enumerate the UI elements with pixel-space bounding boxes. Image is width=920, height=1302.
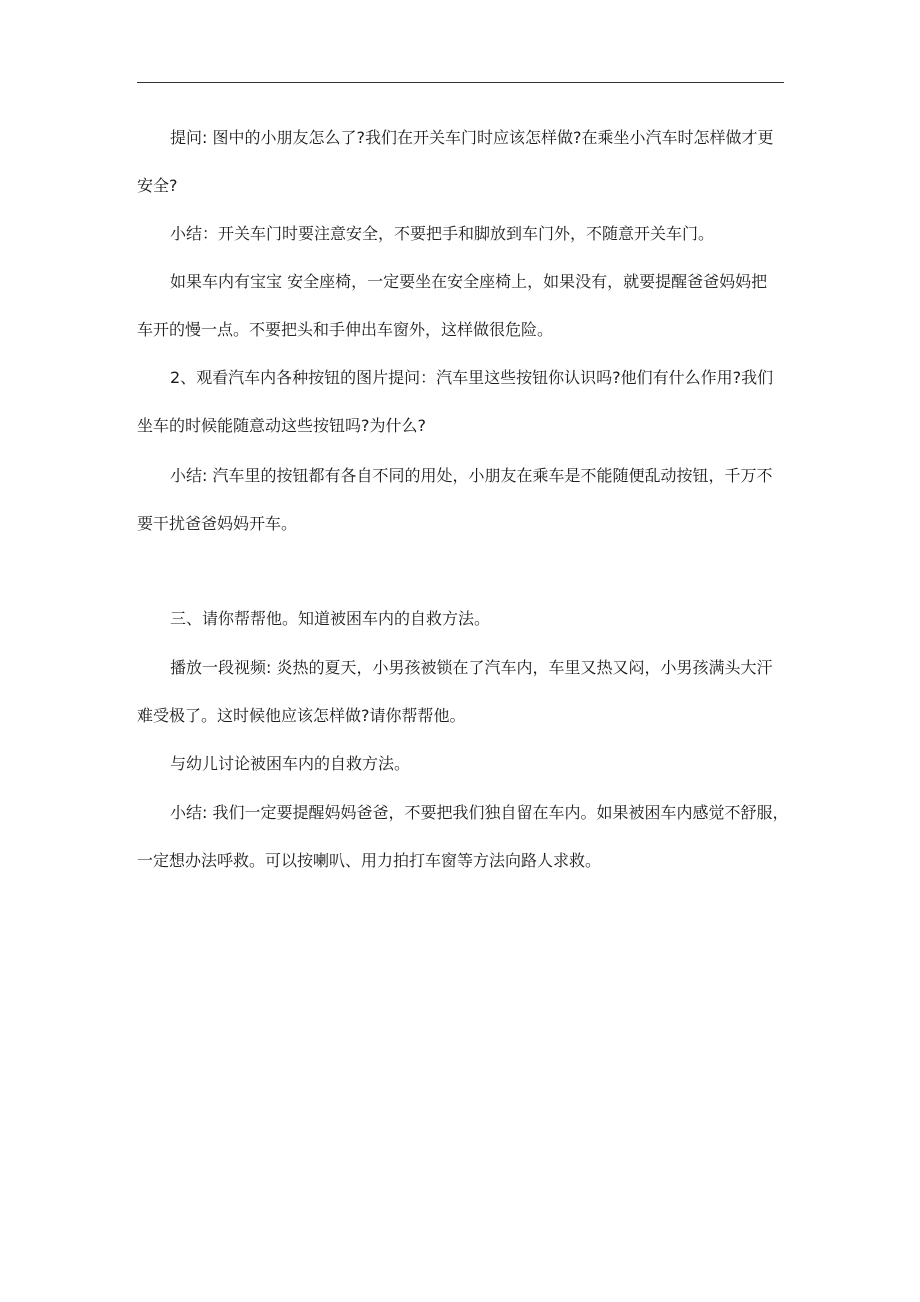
paragraph-buttons-question-line-2: 坐车的时候能随意动这些按钮吗?为什么? (137, 416, 426, 435)
paragraph-video-line-1: 播放一段视频: 炎热的夏天，小男孩被锁在了汽车内，车里又热又闷，小男孩满头大汗 (170, 658, 773, 677)
paragraph-safety-seat-line-2: 车开的慢一点。不要把头和手伸出车窗外，这样做很危险。 (137, 320, 554, 339)
paragraph-summary-2-line-1: 小结: 汽车里的按钮都有各自不同的用处，小朋友在乘车是不能随便乱动按钮，千万不 (170, 466, 773, 485)
header-rule (137, 82, 784, 83)
paragraph-discussion: 与幼儿讨论被困车内的自救方法。 (170, 754, 411, 773)
paragraph-summary-3-line-1: 小结: 我们一定要提醒妈妈爸爸，不要把我们独自留在车内。如果被困车内感觉不舒服， (170, 803, 789, 822)
paragraph-summary-2-line-2: 要干扰爸爸妈妈开车。 (137, 514, 298, 533)
paragraph-video-line-2: 难受极了。这时候他应该怎样做?请你帮帮他。 (137, 706, 466, 725)
paragraph-question-1-line-2: 安全? (137, 176, 178, 195)
paragraph-summary-3-line-2: 一定想办法呼救。可以按喇叭、用力拍打车窗等方法向路人求救。 (137, 851, 602, 870)
section-heading-3: 三、请你帮帮他。知道被困车内的自救方法。 (170, 609, 491, 628)
paragraph-question-1-line-1: 提问: 图中的小朋友怎么了?我们在开关车门时应该怎样做?在乘坐小汽车时怎样做才更 (170, 128, 774, 147)
paragraph-safety-seat-line-1: 如果车内有宝宝 安全座椅，一定要坐在安全座椅上，如果没有，就要提醒爸爸妈妈把 (170, 272, 768, 291)
paragraph-summary-1: 小结：开关车门时要注意安全，不要把手和脚放到车门外，不随意开关车门。 (170, 224, 715, 243)
paragraph-buttons-question-line-1: 2、观看汽车内各种按钮的图片提问：汽车里这些按钮你认识吗?他们有什么作用?我们 (170, 368, 774, 387)
